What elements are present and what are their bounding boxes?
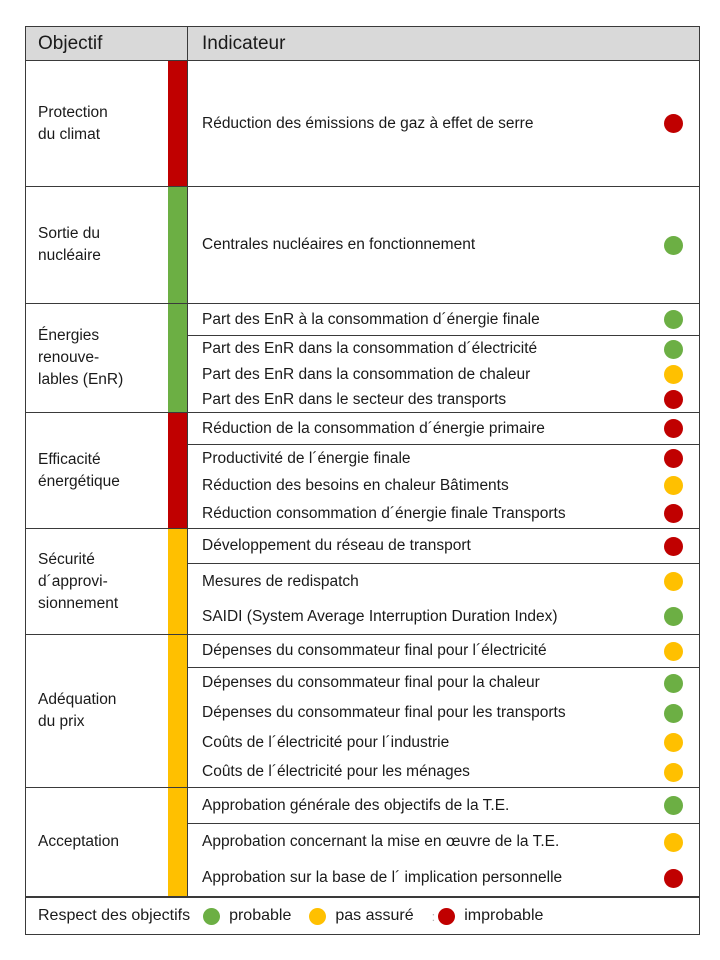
group-status-bar [168,413,188,528]
column-header-objectif: Objectif [26,27,188,60]
indicator-list [188,304,699,412]
group-status-bar [168,529,188,634]
indicator-status-cell [647,476,699,495]
legend-dot-green [203,908,220,925]
legend-separator: : [431,908,436,924]
indicator-label: Dépenses du consommateur final pour les transports [202,704,566,721]
objective-label-cell [26,61,168,186]
indicator-list [188,635,699,787]
objective-label-line: Acceptation [38,833,119,850]
indicator-label: Part des EnR dans la consommation d´électricité [202,340,538,357]
indicator-status-cell [647,733,699,752]
indicator-label: Mesures de redispatch [202,572,359,590]
status-dot-green [664,704,683,723]
indicator-label: Réduction de la consommation d´énergie primaire [202,419,545,437]
indicator-row [188,668,699,698]
indicator-label: Part des EnR à la consommation d´énergie finale [202,310,540,328]
objective-label-line: lables (EnR) [38,371,124,388]
indicator-label: Approbation sur la base de l´ implication personnelle [202,869,563,886]
indicator-row [188,757,699,787]
status-dot-green [664,236,683,255]
indicator-status-cell [647,869,699,888]
indicator-row [188,304,699,336]
indicator-status-cell [647,340,699,359]
indicator-label: Réduction consommation d´énergie finale Transports [202,504,566,522]
legend-row [26,897,699,934]
indicator-label: Part des EnR dans le secteur des transports [202,390,507,408]
status-dot-red [664,114,683,133]
indicator-row [188,529,699,564]
indicator-status-cell [647,419,699,438]
indicator-label: Dépenses du consommateur final pour l´électricité [202,642,547,659]
indicator-status-cell [647,114,699,133]
indicator-row [188,362,699,387]
indicator-label: Coûts de l´électricité pour les ménages [202,763,470,780]
status-dot-yellow [664,642,683,661]
status-dot-green [664,607,683,626]
legend-item [203,907,291,925]
indicator-status-cell [647,537,699,556]
objective-group-row [26,187,699,304]
status-dot-green [664,796,683,815]
assessment-table [25,26,700,935]
indicator-row [188,187,699,303]
objective-label-line: énergétique [38,472,120,490]
indicator-status-cell [647,236,699,255]
indicator-row [188,824,699,860]
status-dot-yellow [664,733,683,752]
indicator-row [188,599,699,634]
indicator-row [188,564,699,599]
objective-label-cell [26,529,168,634]
objective-label-cell [26,788,168,896]
status-dot-yellow [664,763,683,782]
indicator-list [188,413,699,528]
group-status-bar [168,788,188,896]
legend-items [203,907,561,925]
indicator-label: Productivité de l´énergie finale [202,449,411,467]
objective-group-row [26,635,699,788]
legend-label: probable [229,907,292,924]
objective-group-row [26,413,699,529]
status-dot-yellow [664,476,683,495]
objective-label-line: du prix [38,713,85,730]
indicator-row [188,472,699,499]
indicator-label: Dépenses du consommateur final pour la chaleur [202,674,540,691]
indicator-status-cell [647,796,699,815]
objective-label-cell [26,304,168,412]
objective-group-row [26,529,699,635]
objective-label-line: d´approvi- [38,572,108,590]
indicator-label: Approbation concernant la mise en œuvre de la T.E. [202,833,560,850]
objective-label-line: Sortie du [38,225,101,242]
status-dot-green [664,674,683,693]
status-dot-green [664,340,683,359]
indicator-status-cell [647,390,699,409]
group-status-bar [168,635,188,787]
indicator-row [188,387,699,412]
indicator-status-cell [647,833,699,852]
table-body [26,61,699,897]
status-dot-yellow [664,833,683,852]
indicator-row [188,61,699,186]
status-dot-red [664,419,683,438]
indicator-list [188,187,699,303]
objective-label-line: Efficacité [38,450,101,468]
objective-group-row [26,788,699,897]
indicator-row [188,860,699,896]
indicator-label: Part des EnR dans la consommation de chaleur [202,365,531,383]
status-dot-red [664,504,683,523]
legend-title: Respect des objectifs [38,907,191,924]
table-header-row [26,27,699,61]
objective-group-row [26,61,699,187]
objective-label-cell [26,413,168,528]
legend-dot-yellow [309,908,326,925]
legend-label: pas assuré [335,907,414,924]
indicator-label: Réduction des émissions de gaz à effet de serre [202,114,534,132]
objective-group-row [26,304,699,413]
indicator-label: Réduction des besoins en chaleur Bâtiments [202,476,509,494]
indicator-list [188,529,699,634]
indicator-status-cell [647,449,699,468]
indicator-label: Développement du réseau de transport [202,537,471,554]
objective-label-line: nucléaire [38,247,101,264]
status-dot-red [664,449,683,468]
objective-label-cell [26,187,168,303]
indicator-status-cell [647,310,699,329]
legend-label: improbable [464,907,544,924]
objective-label-line: du climat [38,125,101,143]
indicator-row [188,336,699,362]
indicator-row [188,445,699,472]
indicator-list [188,788,699,896]
objective-label-line: Énergies [38,327,100,344]
indicator-row [188,413,699,445]
status-dot-green [664,310,683,329]
indicator-status-cell [647,607,699,626]
status-dot-red [664,537,683,556]
objective-label-line: renouve- [38,349,100,366]
indicator-label: Coûts de l´électricité pour l´industrie [202,733,450,751]
indicator-row [188,698,699,728]
indicator-label: Approbation générale des objectifs de la T.E. [202,796,510,814]
indicator-status-cell [647,365,699,384]
indicator-status-cell [647,704,699,723]
group-status-bar [168,61,188,186]
status-dot-red [664,869,683,888]
indicator-status-cell [647,763,699,782]
indicator-status-cell [647,504,699,523]
legend-item [438,907,543,925]
indicator-list [188,61,699,186]
legend-dot-red [438,908,455,925]
indicator-status-cell [647,674,699,693]
indicator-row [188,499,699,528]
indicator-status-cell [647,642,699,661]
indicator-label: Centrales nucléaires en fonctionnement [202,236,476,253]
indicator-row [188,635,699,668]
objective-label-line: Adéquation [38,691,117,708]
status-dot-yellow [664,365,683,384]
objective-label-cell [26,635,168,787]
objective-label-line: sionnement [38,594,119,612]
column-header-indicateur: Indicateur [202,32,286,54]
legend-item [309,907,413,925]
group-status-bar [168,304,188,412]
indicator-row [188,728,699,757]
indicator-label: SAIDI (System Average Interruption Duration Index) [202,607,558,625]
group-status-bar [168,187,188,303]
objective-label-line: Protection [38,103,108,121]
indicator-status-cell [647,572,699,591]
indicator-row [188,788,699,824]
status-dot-red [664,390,683,409]
objective-label-line: Sécurité [38,550,95,568]
status-dot-yellow [664,572,683,591]
